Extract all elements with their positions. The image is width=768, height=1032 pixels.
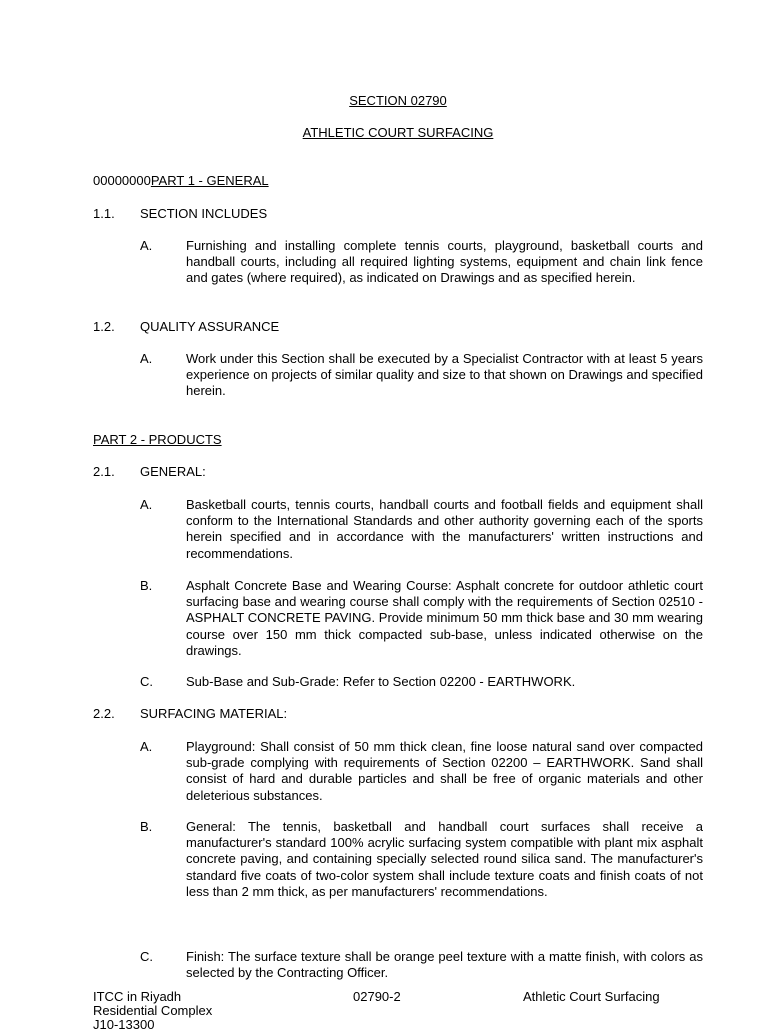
article-1-1-number: 1.1. (93, 206, 115, 221)
item-2-2-c-text: Finish: The surface texture shall be orange peel texture with a matte finish, with colors as selected by the Contracting Officer. (186, 949, 703, 981)
item-1-1-a-label: A. (140, 238, 153, 253)
article-1-1-title: SECTION INCLUDES (140, 206, 268, 221)
item-2-1-b-label: B. (140, 578, 153, 593)
part1-title: PART 1 - GENERAL (150, 173, 269, 188)
part1-prefix: 00000000 (93, 173, 151, 188)
article-2-2-number: 2.2. (93, 706, 115, 721)
section-title: ATHLETIC COURT SURFACING (302, 125, 494, 140)
item-2-1-a-text: Basketball courts, tennis courts, handball courts and football fields and equipment shall conform to the International Standards and other authority governing each of the sports herein specified and in accordance with the manufacturers' written instructions and recommendations. (186, 497, 703, 561)
section-number: SECTION 02790 (349, 93, 447, 108)
item-2-1-b-text: Asphalt Concrete Base and Wearing Course: Asphalt concrete for outdoor athletic court surfacing base and wearing course shall comply with the requirements of Section 02510 - ASPHALT CONCRETE PAVING. Provide minimum 50 mm thick base and 30 mm wearing course over 150 mm thick compacted sub-base, unless indicated otherwise on the drawings. (186, 578, 703, 658)
item-2-1-c-text: Sub-Base and Sub-Grade: Refer to Section 02200 - EARTHWORK. (186, 674, 576, 689)
footer-section-title: Athletic Court Surfacing (523, 989, 660, 1004)
item-2-2-b-label: B. (140, 819, 153, 834)
footer-complex: Residential Complex (93, 1003, 213, 1018)
item-1-2-a-label: A. (140, 351, 153, 366)
item-1-1-a-text: Furnishing and installing complete tennis courts, playground, basketball courts and handball courts, including all required lighting systems, equipment and chain link fence and gates (where required), as indicated on Drawings and as specified herein. (186, 238, 703, 286)
article-2-2-title: SURFACING MATERIAL: (140, 706, 288, 721)
item-2-2-c-label: C. (140, 949, 153, 964)
footer-left (93, 990, 212, 1032)
footer-project: ITCC in Riyadh (93, 989, 182, 1004)
article-2-1-number: 2.1. (93, 464, 115, 479)
item-1-2-a-text: Work under this Section shall be executed by a Specialist Contractor with at least 5 years experience on projects of similar quality and size to that shown on Drawings and specified herein. (186, 351, 703, 399)
item-2-2-a-text: Playground: Shall consist of 50 mm thick clean, fine loose natural sand over compacted sub-grade complying with requirements of Section 02200 – EARTHWORK. Sand shall consist of hard and durable particles and shall be free of organic materials and other deleterious substances. (186, 739, 703, 803)
article-1-2-title: QUALITY ASSURANCE (140, 319, 280, 334)
article-2-1-title: GENERAL: (140, 464, 206, 479)
part1-heading (93, 173, 269, 188)
item-2-2-b-text: General: The tennis, basketball and handball court surfaces shall receive a manufacturer's standard 100% acrylic surfacing system compatible with plant mix asphalt concrete paving, and containing specially selected round silica sand. The manufacturer's standard five coats of two-color system shall include texture coats and finish coats of not less than 2 mm thick, as per manufacturers' recommendations. (186, 819, 703, 899)
item-2-1-a-label: A. (140, 497, 153, 512)
item-2-2-a-label: A. (140, 739, 153, 754)
article-1-2-number: 1.2. (93, 319, 115, 334)
item-2-1-c-label: C. (140, 674, 153, 689)
part2-heading: PART 2 - PRODUCTS (93, 432, 222, 447)
footer-job-number: J10-13300 (93, 1017, 155, 1032)
footer-page-number: 02790-2 (353, 989, 401, 1004)
